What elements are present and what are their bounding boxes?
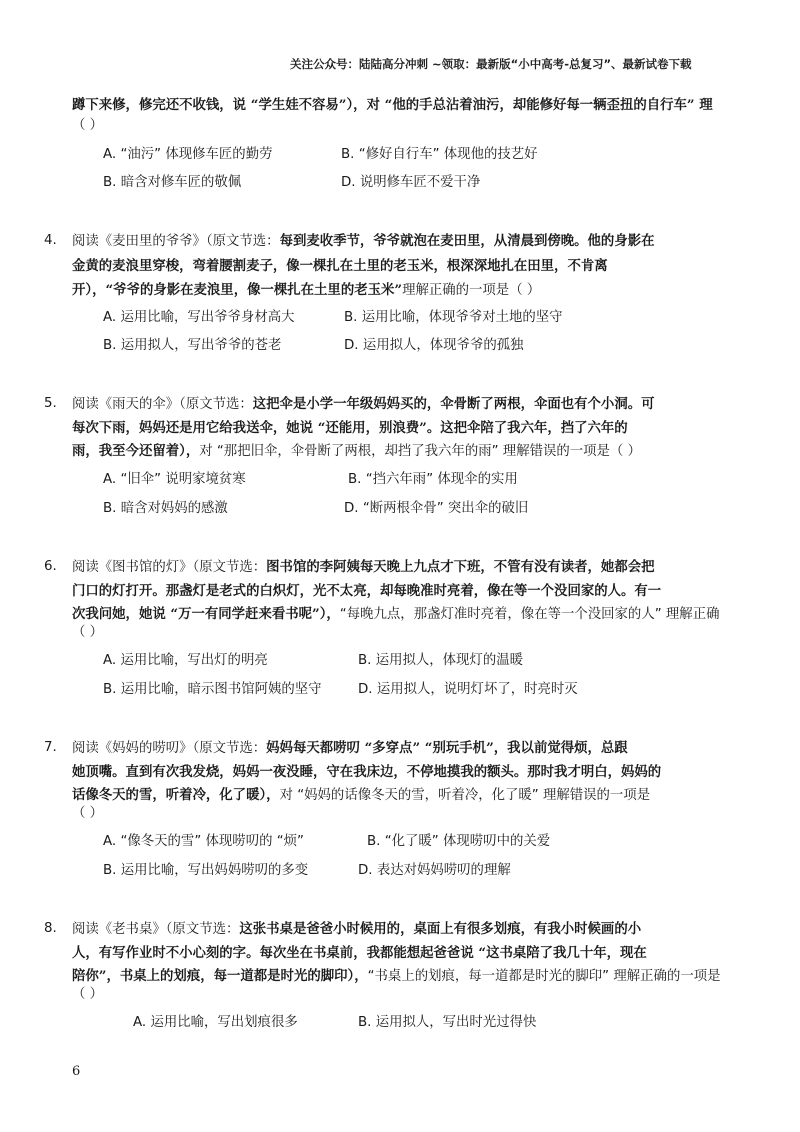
q8-prompt: “书桌上的划痕，每一道都是时光的脚印” 理解正确的一项是 — [367, 969, 721, 984]
q6-line-1 — [72, 558, 655, 577]
q7-line-2: 她顶嘴。直到有次我发烧，妈妈一夜没睡，守在我床边，不停地摸我的额头。那时我才明白，妈妈的 — [72, 764, 662, 780]
q7-line-1 — [72, 739, 628, 758]
q6-excerpt-start: 图书馆的李阿姨每天晚上九点才下班，不管有没有读者，她都会把 — [266, 559, 655, 575]
q5-line-1 — [72, 395, 655, 414]
q5-line-3 — [72, 442, 641, 461]
q4-option-a: A. 运用比喻，写出爷爷身材高大 — [103, 310, 295, 325]
page-header: 关注公众号：陆陆高分冲刺 ~领取：最新版“小中高考-总复习”、最新试卷下载 — [290, 57, 692, 71]
q5-option-b: B. “挡六年雨” 体现伞的实用 — [348, 472, 518, 487]
q7-intro: 阅读《妈妈的唠叨》（原文节选： — [72, 741, 267, 756]
q8-excerpt-start: 这张书桌是爸爸小时候用的，桌面上有很多划痕，有我小时候画的小 — [239, 921, 642, 937]
q3-option-a: A. “油污” 体现修车匠的勤劳 — [103, 147, 273, 162]
q6-prompt: “每晚九点，那盏灯准时亮着，像在等一个没回家的人” 理解正确 — [339, 607, 720, 622]
q3-option-b: B. “修好自行车” 体现他的技艺好 — [341, 147, 538, 162]
q5-option-a: A. “旧伞” 说明家境贫寒 — [103, 472, 246, 487]
q8-line-3 — [72, 967, 721, 986]
q5-option-d: D. “断两根伞骨” 突出伞的破旧 — [344, 501, 529, 516]
q7-prompt: 对 “妈妈的话像冬天的雪，听着冷，化了暖” 理解错误的一项是 — [279, 788, 651, 803]
q6-number: 6. — [44, 559, 57, 574]
q6-paren: （ ） — [72, 625, 104, 640]
q3-option-c: B. 暗含对修车匠的敬佩 — [103, 175, 242, 190]
q6-excerpt-end: 次我问她，她说 “万一有同学赶来看书呢”）， — [72, 606, 340, 622]
q4-option-c: B. 运用拟人，写出爷爷的苍老 — [103, 338, 282, 353]
q5-excerpt-start: 这把伞是小学一年级妈妈买的，伞骨断了两根，伞面也有个小洞。可 — [252, 396, 655, 412]
q8-intro: 阅读《老书桌》（原文节选： — [72, 922, 240, 937]
q6-option-c: B. 运用比喻，暗示图书馆阿姨的坚守 — [103, 682, 322, 697]
q5-excerpt-end: 雨，我至今还留着）， — [72, 443, 200, 459]
q8-number: 8. — [44, 921, 57, 936]
q7-option-b: B. “化了暖” 体现唠叨中的关爱 — [367, 834, 551, 849]
q8-excerpt-end: 陪你”，书桌上的划痕，每一道都是时光的脚印）， — [72, 968, 368, 984]
q8-option-b: B. 运用拟人，写出时光过得快 — [358, 1015, 537, 1030]
q5-prompt: 对 “那把旧伞，伞骨断了两根，却挡了我六年的雨” 理解错误的一项是（ ） — [199, 444, 641, 459]
q7-option-d: D. 表达对妈妈唠叨的理解 — [358, 863, 511, 878]
q3-paren: （ ） — [72, 118, 104, 133]
q8-option-a: A. 运用比喻，写出划痕很多 — [133, 1015, 298, 1030]
q6-intro: 阅读《图书馆的灯》（原文节选： — [72, 560, 267, 575]
q7-option-a: A. “像冬天的雪” 体现唠叨的 “烦” — [103, 834, 304, 849]
q7-excerpt-start: 妈妈每天都唠叨 “多穿点” “别玩手机”，我以前觉得烦，总跟 — [266, 740, 628, 756]
q4-number: 4. — [44, 233, 57, 248]
q5-number: 5. — [44, 396, 57, 411]
q8-paren: （ ） — [72, 987, 104, 1002]
q3-tail-line: 蹲下来修，修完还不收钱，说 “学生娃不容易”），对 “他的手总沾着油污，却能修好每一辆歪扭的自行车” 理 — [72, 97, 713, 113]
q4-excerpt-end: 开），“爷爷的身影在麦浪里，像一棵扎在土里的老玉米” — [72, 282, 403, 298]
q7-option-c: B. 运用比喻，写出妈妈唠叨的多变 — [103, 863, 309, 878]
q4-line-2: 金黄的麦浪里穿梭，弯着腰割麦子，像一棵扎在土里的老玉米，根深深地扎在田里，不肯离 — [72, 258, 608, 274]
q6-line-2: 门口的灯打开。那盏灯是老式的白炽灯，光不太亮，却每晚准时亮着，像在等一个没回家的人。有一 — [72, 583, 662, 599]
q8-line-1 — [72, 920, 641, 939]
q4-line-1 — [72, 232, 655, 251]
page-number: 6 — [72, 1064, 81, 1079]
q6-option-a: A. 运用比喻，写出灯的明亮 — [103, 653, 268, 668]
q7-number: 7. — [44, 740, 57, 755]
q4-option-d: D. 运用拟人，体现爷爷的孤独 — [344, 338, 524, 353]
q3-option-d: D. 说明修车匠不爱干净 — [341, 175, 481, 190]
q7-line-3 — [72, 786, 650, 805]
q4-line-3 — [72, 281, 540, 300]
q6-option-d: D. 运用拟人，说明灯坏了，时亮时灭 — [358, 682, 578, 697]
q8-line-2: 人，有写作业时不小心刻的字。每次坐在书桌前，我都能想起爸爸说 “这书桌陪了我几十年，现在 — [72, 945, 647, 961]
q7-excerpt-end: 话像冬天的雪，听着冷，化了暖）， — [72, 787, 280, 803]
q7-paren: （ ） — [72, 806, 104, 821]
q5-line-2: 每次下雨，妈妈还是用它给我送伞，她说 “还能用，别浪费”。这把伞陪了我六年，挡了六年的 — [72, 420, 628, 436]
q5-option-c: B. 暗含对妈妈的感激 — [103, 501, 228, 516]
q4-intro: 阅读《麦田里的爷爷》（原文节选： — [72, 234, 280, 249]
q4-option-b: B. 运用比喻，体现爷爷对土地的坚守 — [344, 310, 563, 325]
q4-excerpt-start: 每到麦收季节，爷爷就泡在麦田里，从清晨到傍晚。他的身影在 — [279, 233, 655, 249]
q6-option-b: B. 运用拟人，体现灯的温暖 — [358, 653, 523, 668]
q6-line-3 — [72, 605, 719, 624]
q4-prompt: 理解正确的一项是（ ） — [402, 283, 541, 298]
q5-intro: 阅读《雨天的伞》（原文节选： — [72, 397, 253, 412]
